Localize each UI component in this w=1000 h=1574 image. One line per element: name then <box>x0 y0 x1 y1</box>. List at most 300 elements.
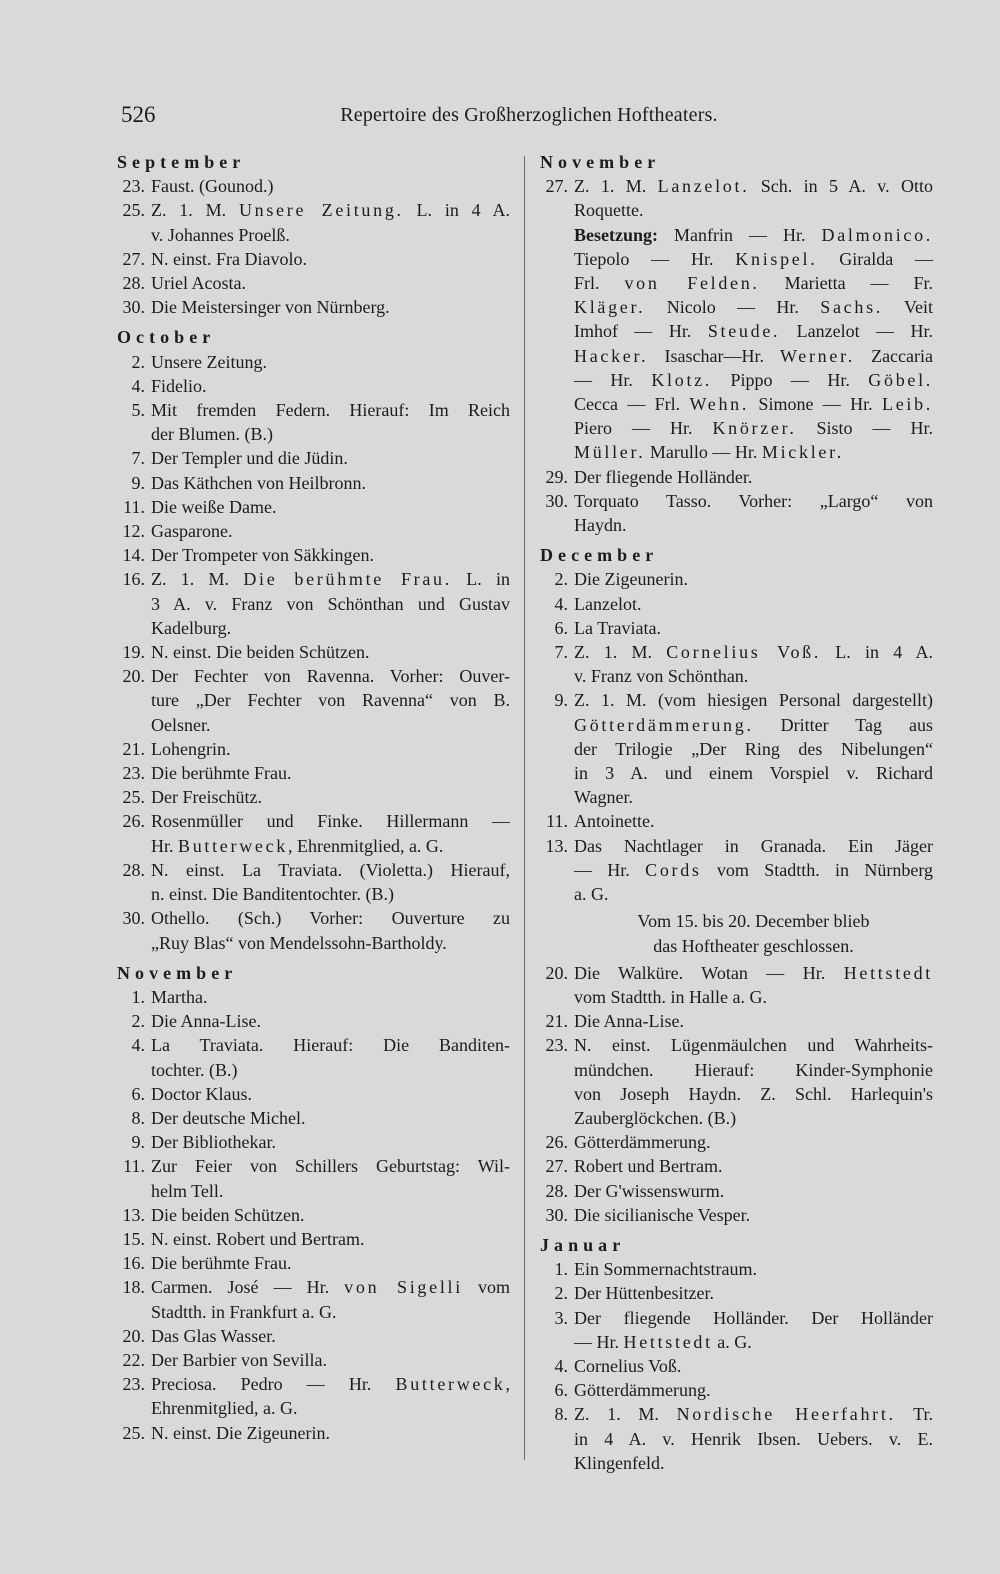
text-line <box>574 1179 933 1203</box>
text-segment: Z. 1. M. <box>151 200 239 221</box>
text-segment: Z. 1. M. (vom hiesigen Personal dargestellt) <box>574 690 933 711</box>
playbill-entry <box>540 1378 933 1402</box>
playbill-entry <box>117 985 510 1009</box>
text-segment: Carmen. José — Hr. <box>151 1277 345 1298</box>
playbill-entry <box>540 834 933 907</box>
text-segment: N. einst. La Traviata. (Violetta.) Hierauf, <box>151 859 510 880</box>
playbill-entry <box>540 1257 933 1281</box>
text-segment: Die Anna-Lise. <box>574 1011 684 1032</box>
text-segment: „Ruy Blas“ von Mendelssohn-Bartholdy. <box>151 932 447 953</box>
text-line <box>574 761 933 785</box>
text-segment: mündchen. Hierauf: Kinder-Symphonie <box>574 1059 933 1080</box>
text-line <box>574 1451 933 1475</box>
text-line <box>574 416 933 440</box>
text-segment: Ein Sommernachtstraum. <box>574 1259 757 1280</box>
text-segment: Antoinette. <box>574 811 655 832</box>
playbill-entry <box>117 1082 510 1106</box>
text-segment: Martha. <box>151 986 208 1007</box>
entry-number: 4. <box>554 1355 568 1376</box>
text-segment: Die Walküre. Wotan — Hr. <box>574 962 844 983</box>
text-line <box>574 344 933 368</box>
entry-text <box>151 350 510 374</box>
text-segment: Das Glas Wasser. <box>151 1325 276 1346</box>
closure-note <box>540 909 933 957</box>
column-divider <box>524 156 525 1460</box>
text-segment: , <box>505 1374 510 1395</box>
text-line <box>574 1058 933 1082</box>
text-segment: Zauberglöckchen. (B.) <box>574 1107 737 1128</box>
text-line <box>151 834 510 858</box>
playbill-entry <box>540 688 933 809</box>
entry-text <box>151 247 510 271</box>
playbill-entry <box>540 1203 933 1227</box>
entry-number: 23. <box>122 763 145 784</box>
text-segment: Marietta — Fr. <box>759 273 933 294</box>
text-line <box>574 785 933 809</box>
text-line <box>574 271 933 295</box>
text-segment: tochter. (B.) <box>151 1059 238 1080</box>
text-segment: Hr. <box>151 835 178 856</box>
playbill-entry <box>540 465 933 489</box>
playbill-entry <box>117 374 510 398</box>
text-segment: Cecca — Frl. <box>574 394 690 415</box>
text-segment: Oelsner. <box>151 714 211 735</box>
text-segment: Giralda — <box>817 248 933 269</box>
text-line <box>151 985 510 1009</box>
entry-text <box>574 1281 933 1305</box>
entry-text <box>151 198 510 246</box>
text-line <box>574 985 933 1009</box>
text-segment: Cornelius Voß. <box>574 1355 682 1376</box>
left-column <box>117 150 510 1445</box>
entry-text <box>574 1203 933 1227</box>
entry-number: 20. <box>122 666 145 687</box>
text-segment: Götterdämmerung. <box>574 1132 711 1153</box>
text-segment: — Hr. <box>574 859 646 880</box>
month-heading: Januar <box>540 1234 626 1255</box>
entry-text <box>151 1275 510 1323</box>
text-segment: Z. 1. M. <box>574 1404 677 1425</box>
text-segment: Der Freischütz. <box>151 787 262 808</box>
text-segment: vom <box>462 1277 510 1298</box>
text-line <box>151 271 510 295</box>
text-segment: Gasparone. <box>151 521 233 542</box>
spaced-text: Hettstedt <box>843 962 933 983</box>
entry-number: 7. <box>131 448 145 469</box>
playbill-entry <box>540 567 933 591</box>
text-segment: ture „Der Fechter von Ravenna“ von B. <box>151 690 510 711</box>
text-segment: der Trilogie „Der Ring des Nibelungen“ <box>574 738 933 759</box>
cast-label: Besetzung: <box>574 224 658 245</box>
text-line <box>574 1257 933 1281</box>
playbill-entry <box>540 640 933 688</box>
text-segment: N. einst. Die beiden Schützen. <box>151 642 370 663</box>
text-segment: helm Tell. <box>151 1180 224 1201</box>
spaced-text: von Felden. <box>624 273 760 294</box>
text-segment: Götterdämmerung. <box>574 1380 711 1401</box>
text-line <box>151 495 510 519</box>
text-line <box>151 1203 510 1227</box>
text-segment: — Hr. <box>574 1331 624 1352</box>
spaced-text: Cords <box>645 859 702 880</box>
entry-text <box>574 809 933 833</box>
text-line <box>151 223 510 247</box>
text-segment: Der Barbier von Sevilla. <box>151 1349 327 1370</box>
entry-number: 11. <box>546 811 568 832</box>
entry-text <box>574 567 933 591</box>
playbill-entry <box>540 1354 933 1378</box>
playbill-entry <box>117 1227 510 1251</box>
month-section <box>117 150 510 319</box>
text-line <box>574 513 933 537</box>
playbill-entry <box>117 1348 510 1372</box>
month-heading: November <box>540 152 661 172</box>
playbill-entry <box>117 1275 510 1323</box>
text-segment: in 4 A. v. Henrik Ibsen. Uebers. v. E. <box>574 1428 933 1449</box>
spaced-text: Sachs. <box>820 297 883 318</box>
entry-number: 16. <box>122 1253 145 1274</box>
entry-text <box>151 1372 510 1420</box>
entry-number: 8. <box>554 1404 568 1425</box>
playbill-entry <box>117 398 510 446</box>
text-line <box>151 713 510 737</box>
entry-text <box>574 1257 933 1281</box>
playbill-entry <box>117 761 510 785</box>
text-line <box>151 247 510 271</box>
entry-number: 3. <box>554 1307 568 1328</box>
entry-text <box>151 471 510 495</box>
text-segment: La Traviata. <box>574 617 661 638</box>
text-segment: Robert und Bertram. <box>574 1156 723 1177</box>
entry-number: 21. <box>122 738 145 759</box>
text-line <box>151 1033 510 1057</box>
text-line <box>574 392 933 416</box>
text-line <box>574 368 933 392</box>
text-line <box>574 1154 933 1178</box>
month-heading: September <box>117 152 246 172</box>
text-segment: N. einst. Robert und Bertram. <box>151 1228 365 1249</box>
text-segment: in 3 A. und einem Vorspiel v. Richard <box>574 763 933 784</box>
text-line <box>574 174 933 198</box>
entry-text <box>574 489 933 537</box>
spaced-text: Die berühmte Frau. <box>243 569 452 590</box>
text-segment: Frl. <box>574 273 625 294</box>
playbill-entry <box>540 1130 933 1154</box>
text-line <box>151 1251 510 1275</box>
text-segment: Z. 1. M. <box>574 176 658 197</box>
entry-text <box>574 688 933 809</box>
text-line <box>574 737 933 761</box>
spaced-text: von Sigelli <box>344 1277 463 1298</box>
entry-number: 26. <box>545 1132 568 1153</box>
text-line <box>574 1402 933 1426</box>
spaced-text: Leib. <box>882 394 933 415</box>
playbill-entry <box>117 247 510 271</box>
playbill-entry <box>540 1402 933 1475</box>
spaced-text: Müller. <box>574 442 646 463</box>
text-segment: Stadtth. in Frankfurt a. G. <box>151 1301 337 1322</box>
entry-number: 6. <box>554 617 568 638</box>
text-line <box>151 422 510 446</box>
entry-number: 23. <box>122 1374 145 1395</box>
entry-text <box>574 1402 933 1475</box>
entry-text <box>574 174 933 222</box>
month-section <box>540 543 933 1227</box>
text-segment: Lanzelot — Hr. <box>780 321 933 342</box>
text-line <box>574 489 933 513</box>
entry-text <box>151 1106 510 1130</box>
entry-number: 9. <box>131 1132 145 1153</box>
entry-text <box>151 1251 510 1275</box>
entry-number: 27. <box>545 1156 568 1177</box>
text-segment: Die berühmte Frau. <box>151 763 292 784</box>
spaced-text: Dalmonico. <box>821 224 933 245</box>
text-line <box>574 567 933 591</box>
playbill-entry <box>117 858 510 906</box>
entry-text <box>574 1378 933 1402</box>
entry-text <box>151 1227 510 1251</box>
playbill-entry <box>117 640 510 664</box>
entry-text <box>151 1130 510 1154</box>
entry-text <box>151 519 510 543</box>
text-segment: Wagner. <box>574 787 634 808</box>
text-line <box>574 1354 933 1378</box>
entry-text <box>574 1179 933 1203</box>
text-segment: Der Bibliothekar. <box>151 1132 276 1153</box>
text-line <box>151 471 510 495</box>
text-line <box>574 1281 933 1305</box>
entry-number: 6. <box>131 1083 145 1104</box>
text-segment: Lohengrin. <box>151 738 231 759</box>
entry-number: 12. <box>122 521 145 542</box>
text-line <box>574 465 933 489</box>
text-line <box>151 1154 510 1178</box>
text-segment: Tr. <box>895 1404 933 1425</box>
entry-number: 20. <box>122 1325 145 1346</box>
text-segment: Isaschar—Hr. <box>648 345 781 366</box>
entry-number: 18. <box>122 1277 145 1298</box>
spaced-text: Cornelius Voß. <box>666 642 822 663</box>
playbill-entry <box>117 1251 510 1275</box>
text-line <box>151 664 510 688</box>
text-segment: Der fliegende Holländer. <box>574 466 753 487</box>
text-segment: Haydn. <box>574 515 627 536</box>
entry-text <box>151 664 510 737</box>
playbill-entry <box>117 1130 510 1154</box>
entry-number: 20. <box>545 962 568 983</box>
spaced-text: Butterweck <box>178 835 288 856</box>
month-section <box>540 150 933 537</box>
playbill-entry <box>117 198 510 246</box>
text-segment: Pippo — Hr. <box>712 369 869 390</box>
entry-number: 7. <box>554 642 568 663</box>
entry-text <box>574 592 933 616</box>
entry-text <box>151 1348 510 1372</box>
text-segment: Klingenfeld. <box>574 1452 665 1473</box>
text-segment: Marullo — Hr. <box>645 442 762 463</box>
playbill-entry <box>117 785 510 809</box>
text-line <box>151 543 510 567</box>
playbill-entry <box>117 1324 510 1348</box>
spaced-text: Klotz. <box>651 369 713 390</box>
entry-text <box>151 543 510 567</box>
text-segment: v. Johannes Proelß. <box>151 224 290 245</box>
entry-number: 19. <box>122 642 145 663</box>
playbill-entry <box>540 1033 933 1130</box>
playbill-entry <box>117 174 510 198</box>
text-segment: Die berühmte Frau. <box>151 1253 292 1274</box>
text-segment: Zaccaria <box>854 345 934 366</box>
spaced-text: Steude. <box>707 321 781 342</box>
entry-text <box>574 834 933 907</box>
text-segment: a. G. <box>574 884 609 905</box>
entry-number: 28. <box>122 273 145 294</box>
playbill-entry <box>117 271 510 295</box>
text-line <box>151 761 510 785</box>
text-segment: Der deutsche Michel. <box>151 1107 306 1128</box>
text-line <box>574 809 933 833</box>
text-line <box>574 198 933 222</box>
text-line <box>151 295 510 319</box>
text-line <box>151 567 510 591</box>
text-line <box>151 906 510 930</box>
entry-text <box>151 737 510 761</box>
text-segment: L. in <box>451 569 511 590</box>
text-line <box>574 1306 933 1330</box>
text-line <box>151 616 510 640</box>
text-line <box>574 1203 933 1227</box>
playbill-entry <box>540 961 933 1009</box>
text-line <box>151 785 510 809</box>
text-segment: Die Meistersinger von Nürnberg. <box>151 297 390 318</box>
text-segment: Othello. (Sch.) Vorher: Ouverture zu <box>151 908 510 929</box>
spaced-text: Götterdämmerung. <box>574 714 754 735</box>
entry-number: 21. <box>545 1011 568 1032</box>
text-line <box>574 882 933 906</box>
entry-text <box>151 271 510 295</box>
entry-number: 15. <box>122 1228 145 1249</box>
entry-number: 16. <box>122 569 145 590</box>
entry-number: 4. <box>131 1035 145 1056</box>
text-line <box>151 1058 510 1082</box>
text-line <box>151 198 510 222</box>
entry-number: 26. <box>122 811 145 832</box>
text-segment: N. einst. Lügenmäulchen und Wahrheits- <box>574 1035 933 1056</box>
spaced-text: Mickler. <box>761 442 844 463</box>
entry-text <box>151 398 510 446</box>
text-line <box>574 295 933 319</box>
entry-number: 30. <box>545 490 568 511</box>
text-line <box>574 1330 933 1354</box>
text-line <box>151 1372 510 1396</box>
playbill-entry <box>117 495 510 519</box>
entry-text <box>151 1324 510 1348</box>
entry-text <box>151 495 510 519</box>
text-segment: Zur Feier von Schillers Geburtstag: Wil- <box>151 1156 510 1177</box>
text-segment: L. in 4 A. <box>403 200 510 221</box>
month-heading: October <box>117 327 216 348</box>
entry-number: 28. <box>122 859 145 880</box>
text-line <box>151 1082 510 1106</box>
entry-number: 30. <box>122 908 145 929</box>
entry-number: 13. <box>122 1204 145 1225</box>
text-line <box>574 247 933 271</box>
playbill-entry <box>540 1281 933 1305</box>
text-line <box>574 713 933 737</box>
text-segment: von Joseph Haydn. Z. Schl. Harlequin's <box>574 1083 933 1104</box>
entry-number: 14. <box>122 545 145 566</box>
text-segment: das Hoftheater geschlossen. <box>653 935 854 956</box>
entry-text <box>151 906 510 954</box>
month-heading: November <box>117 962 238 983</box>
text-segment: Vom 15. bis 20. December blieb <box>637 911 870 932</box>
entry-number: 4. <box>131 375 145 396</box>
playbill-entry <box>117 1203 510 1227</box>
page-number: 526 <box>121 102 156 127</box>
text-segment: Tiepolo — Hr. <box>574 248 736 269</box>
entry-number: 27. <box>545 176 568 197</box>
entry-number: 27. <box>122 248 145 269</box>
text-line <box>151 1300 510 1324</box>
entry-text <box>574 961 933 1009</box>
entry-text <box>574 1009 933 1033</box>
text-segment: Der Hüttenbesitzer. <box>574 1283 714 1304</box>
text-segment: La Traviata. Hierauf: Die Banditen- <box>151 1035 510 1056</box>
text-line <box>151 592 510 616</box>
text-segment: Sisto — Hr. <box>796 418 933 439</box>
entry-text <box>574 1154 933 1178</box>
spaced-text: Knörzer. <box>712 418 797 439</box>
text-line <box>151 1396 510 1420</box>
entry-text <box>151 1009 510 1033</box>
text-segment: Der Trompeter von Säkkingen. <box>151 545 374 566</box>
spaced-text: Unsere Zeitung. <box>238 200 404 221</box>
spaced-text: Lanzelot. <box>657 176 750 197</box>
playbill-entry <box>117 471 510 495</box>
playbill-entry <box>117 295 510 319</box>
text-segment: N. einst. Fra Diavolo. <box>151 248 307 269</box>
playbill-entry <box>117 1033 510 1081</box>
playbill-entry <box>117 350 510 374</box>
entry-number: 25. <box>122 200 145 221</box>
playbill-entry <box>117 809 510 857</box>
entry-text <box>151 785 510 809</box>
text-line <box>151 1348 510 1372</box>
playbill-entry <box>540 1179 933 1203</box>
entry-number: 2. <box>554 569 568 590</box>
entry-text <box>151 1421 510 1445</box>
entry-text <box>574 1130 933 1154</box>
entry-number: 1. <box>131 986 145 1007</box>
text-segment: Uriel Acosta. <box>151 273 246 294</box>
text-segment: L. in 4 A. <box>821 642 933 663</box>
text-line <box>574 934 933 958</box>
text-segment: Mit fremden Federn. Hierauf: Im Reich <box>151 400 510 421</box>
text-segment: Die Zigeunerin. <box>574 569 688 590</box>
text-line <box>574 688 933 712</box>
text-segment: Kadelburg. <box>151 617 232 638</box>
text-line <box>574 909 933 933</box>
playbill-entry <box>117 664 510 737</box>
text-line <box>151 931 510 955</box>
text-line <box>574 319 933 343</box>
text-segment: Lanzelot. <box>574 593 642 614</box>
text-segment: Manfrin — Hr. <box>658 224 822 245</box>
entry-number: 22. <box>122 1349 145 1370</box>
entry-number: 1. <box>554 1259 568 1280</box>
entry-number: 28. <box>545 1180 568 1201</box>
spaced-text: Hettstedt <box>623 1331 713 1352</box>
